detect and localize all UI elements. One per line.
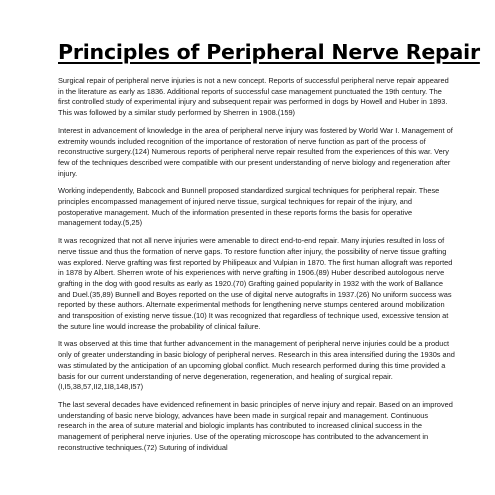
- paragraph-recent-decades: The last several decades have evidenced refinement in basic principles of nerve injury and repair. Based on an improved understanding of basic nerve biology, advances have been made in surgical repair and management. Continuous research in the area of suture material and biologic implants has contributed to increased clinical success in the management of peripheral nerve injuries. Use of the operating microscope has contributed to the advancement in reconstructive techniques.(72) Suturing of individual: [58, 399, 453, 452]
- paragraph-world-war-i: Interest in advancement of knowledge in the area of peripheral nerve injury was fostered by World War I. Management of extremity wounds included recognition of the importance of restoration of nerve function as part of the process of reconstructive surgery.(124) Numerous reports of peripheral nerve repair resulted from the experiences of this war. Very few of the techniques described were compatible with our present understanding of nerve biology and regeneration after injury.: [58, 125, 453, 178]
- paragraph-nerve-grafting: It was recognized that not all nerve injuries were amenable to direct end-to-end repair. Many injuries resulted in loss of nerve tissue and thus the formation of nerve gaps. To restore function after injury, the possibility of nerve tissue grafting was explored. Nerve grafting was first reported by Philipeaux and Vulpian in 1870. The first human allograft was reported in 1878 by Albert. Sherren wrote of his experiences with nerve grafting in 1906.(89) Huber described autologous nerve grafting in the dog with good results as early as 1920.(70) Grafting gained popularity in 1932 with the work of Ballance and Duel.(35,89) Bunnell and Boyes reported on the use of digital nerve autografts in 1937.(26) No uniform success was reported by these authors. Alternate experimental methods for lengthening nerve stumps centered around mobilization and transposition of existing nerve tissue.(10) It was recognized that regardless of technique used, excessive tension at the suture line would increase the probability of clinical failure.: [58, 236, 453, 331]
- paragraph-history: Surgical repair of peripheral nerve injuries is not a new concept. Reports of successful peripheral nerve repair appeared in the literature as early as 1836. Additional reports of successful case management punctuated the 19th century. The first controlled study of experimental injury and subsequent repair was performed in dogs by Howell and Huber in 1893. This was followed by a similar study performed by Sherren in 1908.(159): [58, 76, 449, 118]
- paragraph-basic-biology: It was observed at this time that further advancement in the management of peripheral nerve injuries could be a product only of greater understanding in basic biology of peripheral nerves. Research in this area intensified during the 1930s and was stimulated by the anticipation of an upcoming global conflict. Much research performed during this time provided a basis for our current understanding of nerve degeneration, regeneration, and healing of surgical repair.(I,I5,38,57,II2,1I8,148,I57): [58, 339, 455, 392]
- paragraph-babcock-bunnell: Working independently, Babcock and Bunnell proposed standardized surgical techniques for peripheral repair. These principles encompassed management of injured nerve tissue, surgical techniques for repair of the injury, and postoperative management. Much of the information presented in these reports forms the basis for operative management today.(5,25): [58, 186, 440, 228]
- page-title: Principles of Peripheral Nerve Repair: [58, 40, 480, 64]
